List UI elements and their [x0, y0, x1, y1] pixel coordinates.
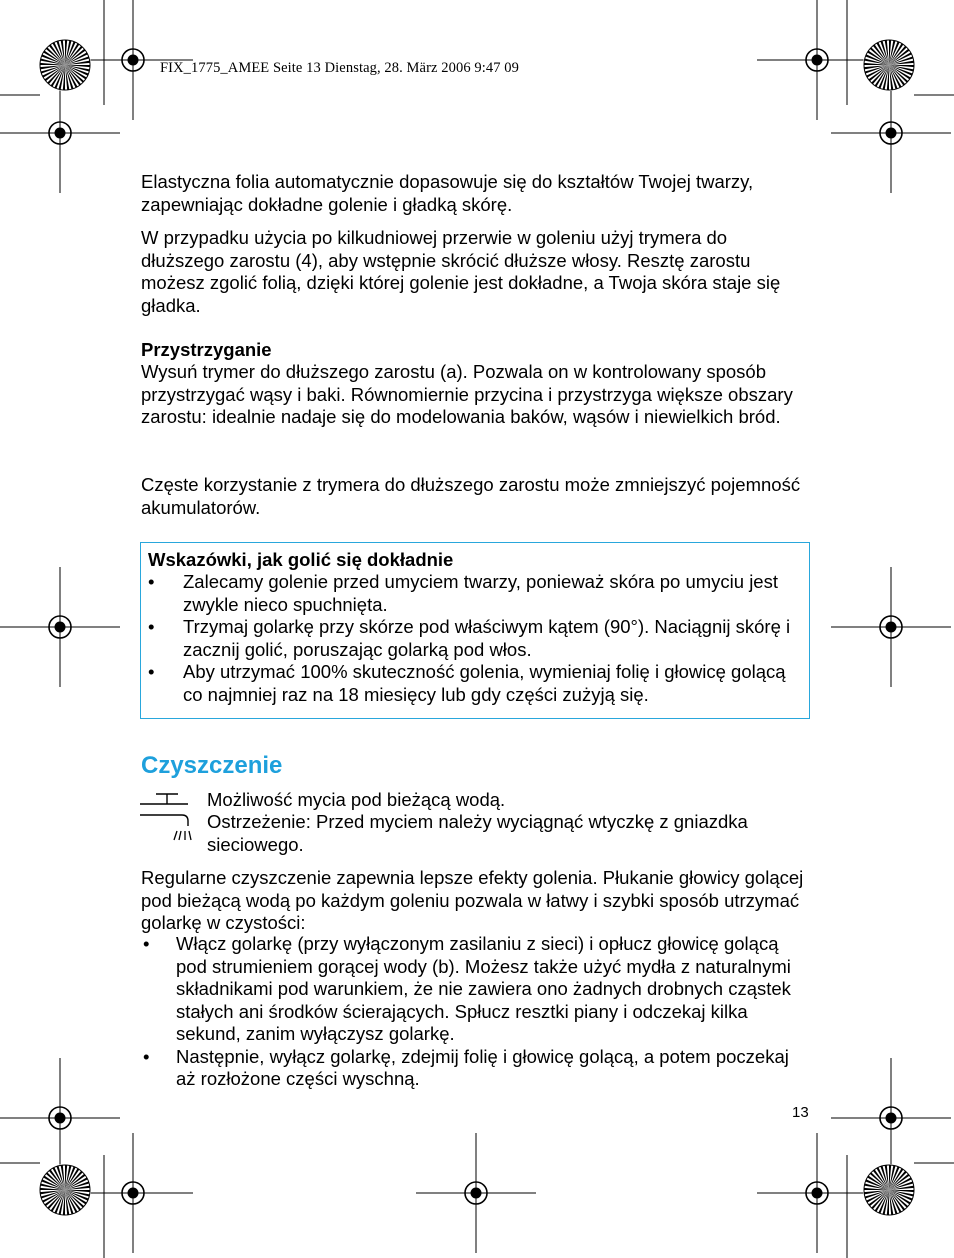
bullet-icon: • [143, 933, 150, 954]
registration-mark-icon [0, 567, 120, 687]
tip-text: Trzymaj golarkę przy skórze pod właściwym kątem (90°). Naciągnij skórę i zacznij golić, poruszając golarką pod włos. [183, 616, 791, 660]
starburst-target-icon [863, 39, 915, 91]
list-item [148, 661, 803, 706]
trimming-heading: Przystrzyganie [141, 339, 272, 360]
washable-text: Możliwość mycia pod bieżącą wodą. [207, 789, 506, 810]
registration-mark-icon [416, 1133, 536, 1253]
cleaning-step-text: Włącz golarkę (przy wyłączonym zasilaniu z sieci) i opłucz głowicę golącą pod strumieniem gorącej wody (b). Możesz także użyć mydła z naturalnymi składnikami pod warunkiem, że nie zawiera ono żadnych drobnych cząstek stałych ani środków ścierających. Spłucz resztki piany i odczekaj kilka sekund, zanim wyłączysz golarkę. [176, 933, 791, 1044]
registration-mark-icon [73, 1133, 193, 1253]
registration-mark-icon [757, 1133, 877, 1253]
cleaning-title: Czyszczenie [141, 752, 283, 779]
registration-mark-icon [0, 73, 120, 193]
registration-mark-icon [831, 1058, 951, 1178]
list-item [148, 616, 803, 661]
registration-mark-icon [0, 1058, 120, 1178]
tip-text: Aby utrzymać 100% skuteczność golenia, wymieniaj folię i głowicę golącą co najmniej raz na 18 miesięcy lub gdy części zużyją się. [183, 661, 786, 705]
trimming-text: Wysuń trymer do dłuższego zarostu (a). Pozwala on w kontrolowany sposób przystrzygać wąsy i baki. Równomiernie przycina i przystrzyga większe obszary zarostu: idealnie nadaje się do modelowania baków, wąsów i niewielkich bród. [141, 361, 793, 427]
bullet-icon: • [148, 616, 155, 637]
warning-text: Ostrzeżenie: Przed myciem należy wyciągnąć wtyczkę z gniazdka sieciowego. [207, 811, 748, 855]
registration-mark-icon [831, 567, 951, 687]
registration-mark-icon [757, 0, 877, 120]
tip-text: Zalecamy golenie przed umyciem twarzy, ponieważ skóra po umyciu jest zwykle nieco spuchnięta. [183, 571, 778, 615]
bullet-icon: • [148, 571, 155, 592]
print-slug-header: FIX_1775_AMEE Seite 13 Dienstag, 28. März 2006 9:47 09 [160, 60, 519, 76]
trimming-note: Częste korzystanie z trymera do dłuższego zarostu może zmniejszyć pojemność akumulatorów. [141, 474, 801, 518]
intro-paragraph-1: Elastyczna folia automatycznie dopasowuje się do kształtów Twojej twarzy, zapewniając dokładne golenie i gładką skórę. [141, 171, 754, 215]
list-item [141, 1046, 813, 1091]
starburst-target-icon [39, 1164, 91, 1216]
registration-mark-icon [831, 73, 951, 193]
list-item [148, 571, 803, 616]
starburst-target-icon [39, 39, 91, 91]
page-number: 13 [792, 1104, 809, 1121]
list-item [141, 933, 813, 1046]
bullet-icon: • [143, 1045, 150, 1067]
bullet-icon: • [148, 661, 155, 682]
tips-title: Wskazówki, jak golić się dokładnie [148, 549, 454, 570]
water-tap-icon [138, 790, 194, 846]
tips-list [148, 571, 803, 706]
intro-paragraph-2: W przypadku użycia po kilkudniowej przerwie w goleniu użyj trymera do dłuższego zarostu (4), aby wstępnie skrócić dłuższe włosy. Resztę zarostu możesz zgolić folią, dzięki której golenie jest dokładne, a Twoja skóra staje się gładka. [141, 227, 781, 316]
cleaning-list [141, 933, 813, 1091]
cleaning-intro: Regularne czyszczenie zapewnia lepsze efekty golenia. Płukanie głowicy golącej pod bieżącą wodą po każdym goleniu pozwala w łatwy i szybki sposób utrzymać golarkę w czystości: [141, 867, 804, 933]
starburst-target-icon [863, 1164, 915, 1216]
cleaning-step-text: Następnie, wyłącz golarkę, zdejmij folię i głowicę golącą, a potem poczekaj aż rozłożone części wyschną. [176, 1045, 789, 1089]
